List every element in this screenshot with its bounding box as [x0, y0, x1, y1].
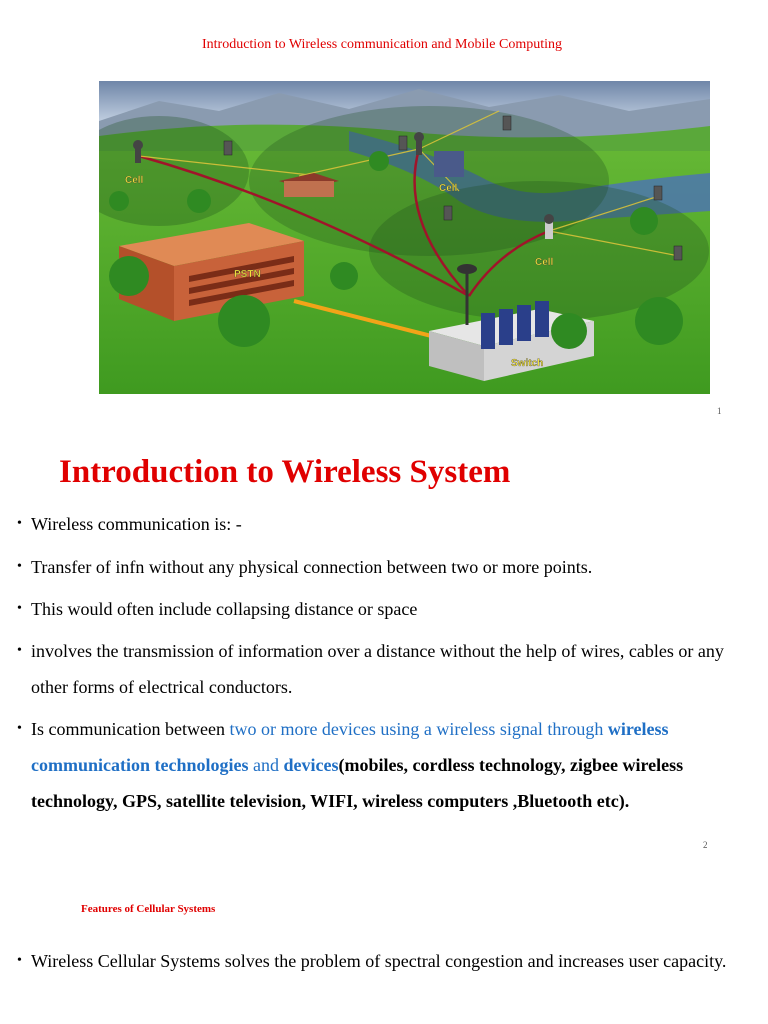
bullet-text [31, 711, 747, 819]
wireless-network-illustration [99, 81, 710, 394]
bullet-text: Wireless Cellular Systems solves the problem of spectral congestion and increases user capacity. [31, 951, 727, 971]
bullet-item [17, 943, 747, 979]
cell-label-left: Cell [125, 175, 144, 186]
bullet-text-highlight: and [248, 755, 284, 775]
bullet-dot-icon: • [17, 559, 22, 574]
bullet-text: Transfer of infn without any physical connection between two or more points. [31, 557, 593, 577]
section-heading: Introduction to Wireless System [59, 454, 511, 490]
features-section-title: Features of Cellular Systems [81, 903, 216, 915]
bullet-dot-icon: • [17, 643, 22, 658]
bullet-text-part: Is communication between [31, 719, 230, 739]
bullet-dot-icon: • [17, 516, 22, 531]
page-header-title: Introduction to Wireless communication and Mobile Computing [201, 37, 562, 52]
bullet-text: Wireless communication is: - [31, 514, 242, 534]
bullet-dot-icon: • [17, 953, 22, 968]
bullet-text: This would often include collapsing distance or space [31, 599, 418, 619]
cell-label-right: Cell [535, 257, 554, 268]
bullet-text-bold: (mobiles, cordless technology, zigbee wireless technology, GPS, satellite television, WIFI, wireless computers ,Bluetooth etc). [31, 755, 684, 811]
bullet-item [17, 633, 747, 705]
bullet-text-highlight-bold: wireless communication technologies [31, 719, 669, 775]
switch-label: Switch [511, 358, 544, 369]
bullet-text-highlight-bold: devices [283, 755, 339, 775]
bullet-text-highlight: two or more devices using a wireless signal through [229, 719, 608, 739]
bullet-text: involves the transmission of information over a distance without the help of wires, cables or any other forms of electrical conductors. [31, 641, 724, 697]
page-number: 2 [703, 840, 708, 850]
bullet-dot-icon: • [17, 601, 22, 616]
bullet-item [17, 549, 747, 585]
page-number: 1 [717, 406, 722, 416]
pstn-label: PSTN [234, 269, 261, 280]
bullet-dot-icon: • [17, 721, 22, 736]
cell-label-center: Cell [439, 183, 458, 194]
bullet-item [17, 591, 747, 627]
bullet-item [17, 506, 747, 542]
bullet-item [17, 711, 747, 819]
